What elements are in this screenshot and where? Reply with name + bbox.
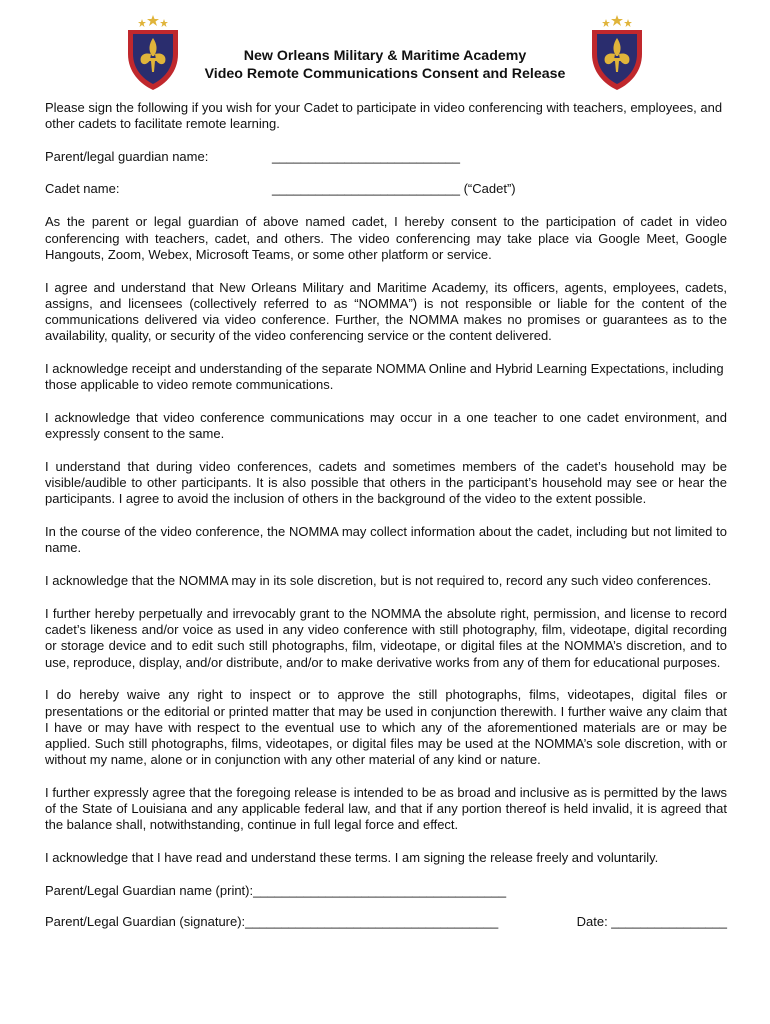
- household-paragraph: I understand that during video conferences, cadets and sometimes members of the cadet’s household may be visible/audible to other participants. It is also possible that others in the participant’s household may see or hear the participants. I agree to avoid the inclusion of others in the background of the video to the extent possible.: [45, 459, 727, 507]
- title-line-1: New Orleans Military & Maritime Academy: [243, 48, 527, 64]
- title-line-2: Video Remote Communications Consent and Release: [204, 66, 566, 82]
- information-paragraph: In the course of the video conference, the NOMMA may collect information about the cadet, including but not limited to name.: [45, 524, 727, 556]
- guardian-signature-field[interactable]: Parent/Legal Guardian (signature):___________________________________: [45, 914, 499, 930]
- guardian-print-name-field[interactable]: Parent/Legal Guardian name (print):___________________________________: [45, 883, 507, 899]
- guardian-name-row: [45, 149, 727, 165]
- expectations-paragraph: I acknowledge receipt and understanding of the separate NOMMA Online and Hybrid Learning Expectations, including those applicable to video remote communications.: [45, 361, 724, 393]
- document-title: [0, 47, 770, 83]
- waiver-paragraph: I do hereby waive any right to inspect or to approve the still photographs, films, videotapes, digital files or presentations or the editorial or printed matter that may be used in conjunction therewith. I further waive any claim that I have or may have with respect to the eventual use to which any of the aforementioned materials are or may be applied. Such still photographs, films, videotapes, or digital files may be used at the NOMMA’s sole discretion, with or without my name, alone or in conjunction with any other material of any kind or nature.: [45, 687, 727, 768]
- release-scope-paragraph: I further expressly agree that the foregoing release is intended to be as broad and inclusive as is permitted by the laws of the State of Louisiana and any applicable federal law, and that if any portion thereof is held invalid, it is agreed that the balance shall, notwithstanding, continue in full legal force and effect.: [45, 785, 727, 833]
- liability-paragraph: I agree and understand that New Orleans Military and Maritime Academy, its officers, agents, employees, cadets, assigns, and licensees (collectively referred to as “NOMMA”) is not responsible or liable for the content of the communications delivered via video conference. Further, the NOMMA makes no promises or guarantees as to the availability, quality, or security of the video conferencing service or the content delivered.: [45, 279, 727, 344]
- intro-paragraph: Please sign the following if you wish for your Cadet to participate in video conferencing with teachers, employees, and other cadets to facilitate remote learning.: [45, 100, 723, 132]
- document-body: [45, 100, 727, 945]
- guardian-name-label: Parent/legal guardian name:: [45, 149, 209, 164]
- one-to-one-paragraph: I acknowledge that video conference communications may occur in a one teacher to one cadet environment, and expressly consent to the same.: [45, 410, 727, 442]
- license-paragraph: I further hereby perpetually and irrevocably grant to the NOMMA the absolute right, permission, and license to record cadet’s likeness and/or voice as used in any video conference with still photography, film, videotape, digital recording or storage device and to edit such still photographs, film, videotape, or digital files at the NOMMA’s discretion, and to use, reproduce, display, and/or distribute, and/or to make derivative works from any of them for educational purposes.: [45, 606, 727, 670]
- acknowledgement-paragraph: I acknowledge that I have read and understand these terms. I am signing the release freely and voluntarily.: [45, 850, 659, 866]
- cadet-name-row: [45, 181, 727, 197]
- cadet-name-field[interactable]: __________________________ (“Cadet”): [272, 181, 516, 197]
- signature-row: [45, 914, 727, 930]
- consent-paragraph: As the parent or legal guardian of above named cadet, I hereby consent to the participation of cadet in video conferencing with teachers, cadet, and others. The video conferencing may take place via Google Meet, Google Hangouts, Zoom, Webex, Microsoft Teams, or some other platform or service.: [45, 214, 727, 262]
- guardian-name-field[interactable]: __________________________: [272, 149, 460, 164]
- cadet-name-label: Cadet name:: [45, 181, 120, 197]
- recording-paragraph: I acknowledge that the NOMMA may in its sole discretion, but is not required to, record any such video conferences.: [45, 573, 712, 589]
- print-name-row: [45, 883, 727, 899]
- date-field[interactable]: Date: ________________: [576, 914, 727, 930]
